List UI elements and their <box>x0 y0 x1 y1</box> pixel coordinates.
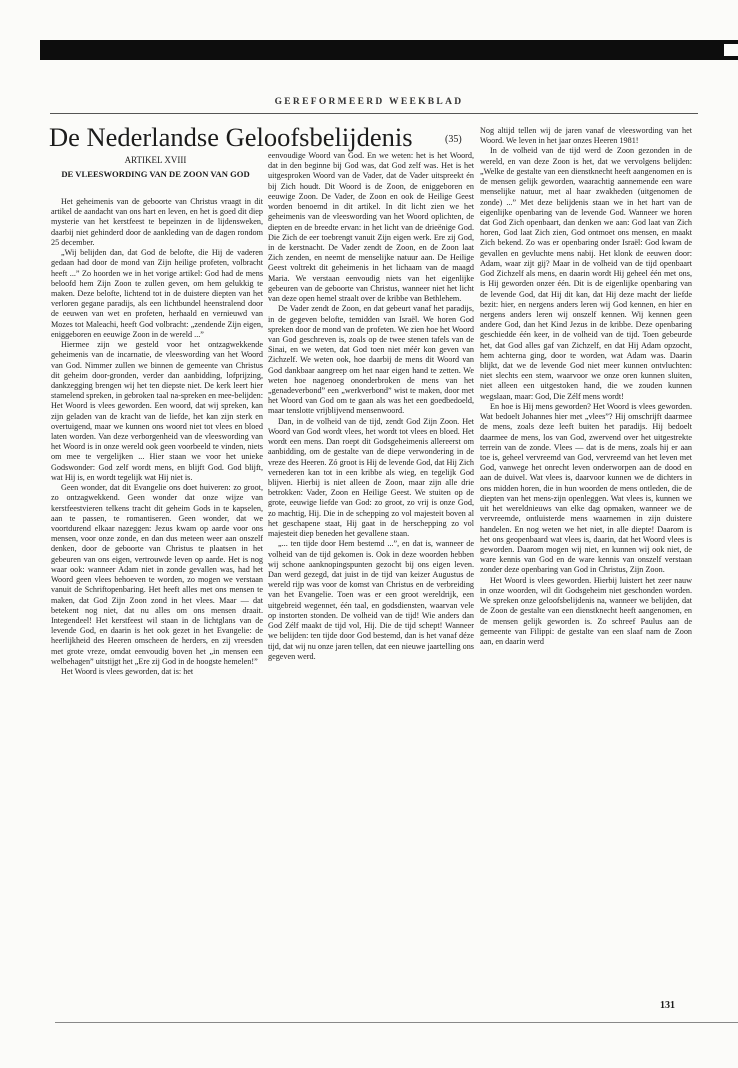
paragraph: Dan, in de volheid van de tijd, zendt God Zijn Zoon. Het Woord van God wordt vlees, het wordt tot vlees en bloed. Het wordt een mens. Dan roept dit Godsgeheimenis allereerst om aanbidding, om de gestalte van de diepe verwondering in de vreze des Heeren. Zó groot is Hij de levende God, dat Hij Zich vernederen kan tot in een kribbe als wieg, en tegelijk God blijven. Hierbij is niet alleen de Zoon, maar zijn alle drie betrokken: Vader, Zoon en Heilige Geest. We stuiten op de grote, eeuwige liefde van God: zo groot, zo vrij is onze God, zo machtig, Hij. Die in de schepping zo vol majesteit boven al het geschapene staat, Hij gaat in de herschepping zo vol majesteit diep beneden het gevallene staan. <box>268 416 474 539</box>
paragraph: In de volheid van de tijd werd de Zoon gezonden in de wereld, en van deze Zoon is het, dat we vervolgens belijden: „Welke de gestalte van een dienstknecht heeft aangenomen en is de mensen gelijk geworden, waarachtig aannemende een ware menselijke natuur, met al haar zwakheden (uitgenomen de zonde) ...” Met deze belijdenis staan we in het hart van de eigenlijke openbaring van de levende God. Wanneer we horen dat God Zich openbaart, dan denken we aan: God laat van Zich horen, God laat Zich zien, God ontmoet ons mensen, en maakt Zich bekend. Zo was er openbaring onder Israël: God kwam de gevallen en gevluchte mens nabij. Het klonk de eeuwen door: Adam, waar zijt gij? Maar in de volheid van de tijd openbaart God Zichzelf als mens, en daarin wordt Hij geheel één met ons, is Hij geworden onzer één. Dit is de eigenlijke openbaring van de levende God, dat Hij dit kan, dat Hij deze macht der liefde bezit: hier, en nergens anders leren wij God kennen, en hier en nergens anders leren wij onszelf kennen. Wij kennen geen andere God, dan het Kind Jezus in de kribbe. Deze openbaring geschiedde één keer, in de volheid van de tijd. Toen gebeurde het, dat God alles gaf van Zichzelf, en dat Hij Adam opzocht, hem achterna ging, door te worden, wat Adam was. Daarin blijkt, dat we de levende God niet meer kunnen ontvluchten: niet slechts een stem, waarvoor we onze oren kunnen sluiten, niet alleen een uitgestoken hand, die we zouden kunnen wegslaan, maar: God, Die Zélf mens wordt! <box>480 146 692 401</box>
column-3 <box>480 126 692 647</box>
header-rule <box>50 113 698 114</box>
article-title: De Nederlandse Geloofsbelijdenis <box>49 122 413 152</box>
paragraph: Hiermee zijn we gesteld voor het ontzagwekkende geheimenis van de incarnatie, de vleeswording van het Woord van God. Nimmer zullen we binnen de gemeente van Christus dit geheim door-gronden, verder dan aanbidding, lofprijzing, dankzegging brengen wij het ten diepste niet. De kerk leert hier stamelend spreken, in gebroken taal na-spreken en mee-belijden: Het Woord is vlees geworden. Een woord, dat wij spreken, kan zijn geladen van de kracht van de liefde, het kan zijn sterk en overtuigend, maar we kunnen ons woord niet tot vlees en bloed laten worden. Van deze verborgenheid van de vleeswording van het Woord is in onze wereld ook geen voorbeeld te vinden, niets om mee te vergelijken ... Hier staan we voor het unieke Godswonder: God zelf wordt mens, en blijft God. God blijft, wat Hij is, en wordt tegelijk wat Hij niet is. <box>51 340 263 482</box>
top-scan-bar-edge <box>724 44 738 56</box>
page-number: 131 <box>660 1000 675 1011</box>
column-2 <box>268 151 474 662</box>
paragraph: Geen wonder, dat dit Evangelie ons doet huiveren: zo groot, zo ontzagwekkend. Geen wonder dat onze wijze van kerstfeestvieren telkens tracht dit geheim Gods in te kapselen, aan te passen, te romantiseren. Geen wonder, dat we voortdurend elkaar nazeggen: Jezus kwam op aarde voor ons mensen, voor onze zonde, en dan dus meteen weer aan onszelf denken, door de geboorte van Christus te plaatsen in het gebeuren van ons eigen, vertrouwde leven op aarde. Het is nog waar ook: wanneer Adam niet in zonde gevallen was, had het Woord geen vlees behoeven te worden, zo mogen we verstaan vanuit de Schriftopenbaring. Het heeft alles met ons mensen te maken, dat God Zijn Zoon zond in het vlees. Maar — dat betekent nog niet, dat nu alles om ons mensen draait. Integendeel! Het kerstfeest wil staan in de lichtglans van de levende God, en daarin is het ook gezet in het Evangelie: de heerlijkheid des Heeren omscheen de herders, en zij vreesden met grote vreze, omdat eenvoudig boven het „in mensen een welbehagen” uitstijgt het „Ere zij God in de hoogste hemelen!” <box>51 483 263 666</box>
paragraph: Het Woord is vlees geworden. Hierbij luistert het zeer nauw in onze woorden, wil dit Godsgeheim niet geschonden worden. We spreken onze geloofsbelijdenis na, wanneer we belijden, dat de Zoon de gestalte van een dienstknecht heeft aangenomen, en de mensen gelijk geworden is. Zo schreef Paulus aan de gemeente van Filippi: de gestalte van een slaaf nam de Zoon aan, en daarin werd <box>480 575 692 646</box>
paragraph: De Vader zendt de Zoon, en dat gebeurt vanaf het paradijs, in de gegeven belofte, temidden van Israël. We horen God spreken door de mond van de profeten. We zien hoe het Woord van God geschreven is, zoals op de twee stenen tafels van de Sinai, en we weten, dat God toen niet méér kon geven van Zichzelf. We weten ook, hoe daarbij de mens dit Woord van God dankbaar aangreep om het naar eigen hand te zetten. We weten hoe nagenoeg ononderbroken de mens van het „genadeverbond” een „werkverbond” wist te maken, door met het Woord van God om te gaan als was het een goedbedoeld, maar tenslotte vrijblijvend mensenwoord. <box>268 304 474 416</box>
running-head: GEREFORMEERD WEEKBLAD <box>274 97 464 107</box>
top-scan-bar <box>40 40 738 60</box>
paragraph: eenvoudige Woord van God. En we weten: het is het Woord, dat in den beginne bij God was, dat God zelf was. Het is het uitgesproken Woord van de Vader, dat de Vader uitspreekt én bij Zich houdt. Dit Woord is de Zoon, de eniggeboren en eeuwige Zoon. De Vader, de Zoon en ook de Heilige Geest worden benoemd in dit artikel. In dit licht zien we het geheimenis van de vleeswording van het Woord oplichten, de diepten en de breedte ervan: in het licht van de drieënige God. Die Zich de eer toebrengt vanuit Zijn eigen werk. Ere zij God, in de kerstnacht. De Vader zendt de Zoon, en de Zoon laat Zich zenden, en neemt de menselijke natuur aan. De Heilige Geest voltrekt dit geheimenis in het lichaam van de maagd Maria. We verstaan eenvoudig niets van het eigenlijke gebeuren van de geboorte van Christus, wanneer niet het licht van deze open hemel straalt over de kribbe van Bethlehem. <box>268 151 474 304</box>
paragraph: „... ten tijde door Hem bestemd ...”, en dat is, wanneer de volheid van de tijd gekomen is. Ook in deze woorden hebben wij schone aanknopingspunten gezocht bij ons eigen leven. Dan werd gezegd, dat juist in de tijd van keizer Augustus de wereld rijp was voor de komst van Christus en de verbreiding van het Evangelie. Toen was er een groot wereldrijk, een uitgebreid wegennet, één taal, en godsdiensten, waarvan vele op instorten stonden. De volheid van de tijd! Wie anders dan God Zélf maakt de tijd vol, Hij. Die de tijd schept! Wanneer we belijden: ten tijde door God bestemd, dan is het vanaf déze tijd, dat wij nu onze jaren tellen, dat een nieuwe jaartelling ons gegeven werd. <box>268 539 474 661</box>
paragraph: Het geheimenis van de geboorte van Christus vraagt in dit artikel de aandacht van ons hart en leven, en het is goed dit diep mysterie van het kerstfeest te bepeinzen in de lijdensweken, daarbij niet gehinderd door de aankleding van de dagen rondom 25 december. <box>51 197 263 247</box>
paragraph: Nog altijd tellen wij de jaren vanaf de vleeswording van het Woord. We leven in het jaar onzes Heeren 1981! <box>480 126 692 146</box>
issue-number: (35) <box>445 134 462 145</box>
paragraph: „Wij belijden dan, dat God de belofte, die Hij de vaderen gedaan had door de mond van Zijn heilige profeten, volbracht heeft ...” Zo hoorden we in het vorige artikel: God had de mens beloofd hem Zijn Zoon te zullen geven, om hem gelukkig te maken. Deze belofte, lichtend tot in de duisterе diepten van het verloren gegane paradijs, als een lichtbundel heenstralend door de eeuwen van wet en profeten, herhaald en vernieuwd van Mozes tot Maleachi, heeft God volbracht: „zendende Zijn eigen, eniggeboren en eeuwige Zoon in de wereld ...” <box>51 248 263 339</box>
paragraph: Het Woord is vlees geworden, dat is: het <box>61 667 194 677</box>
article-label: ARTIKEL XVIII <box>124 155 187 165</box>
paragraph: En hoe is Hij mens geworden? Het Woord is vlees geworden. Wat bedoelt Johannes hier met „vlees”? Hij omschrijft daarmee de mens, zoals deze leeft buiten het paradijs. Hij bedoelt daarmee de mens, los van God, zwervend over het uitgestrekte terrein van de zonde. Vlees — dat is de mens, zoals hij er aan toe is, geheel vervreemd van God, vervreemd van het leven met God, vanwege het onrecht leven onderworpen aan de dood en aan de duivel. Wat vlees is, daarvoor kunnen we de dichters in ons midden horen, die in hun woorden de mens ontleden, die de diepten van het mens-zijn openleggen. Wat vlees is, kunnen we uit het wereldnieuws van elke dag opmaken, wanneer we de vervreemde, ontluisterde mens waarnemen in zijn duistere handelen. En nog weten we het niet, in alle diepte! Daarom is het ons geopenbaard wat vlees is, daarin, dat het Woord vlees is geworden. Daarom mogen wij niet, en kunnen wij ook niet, de ware kennis van God en de ware kennis van onszelf verstaan zonder deze openbaring van God in Christus, Zijn Zoon. <box>480 401 692 575</box>
bottom-rule <box>55 1022 738 1023</box>
column-1 <box>51 197 263 677</box>
article-subtitle: DE VLEESWORDING VAN DE ZOON VAN GOD <box>61 169 250 179</box>
article-heading <box>51 155 260 180</box>
